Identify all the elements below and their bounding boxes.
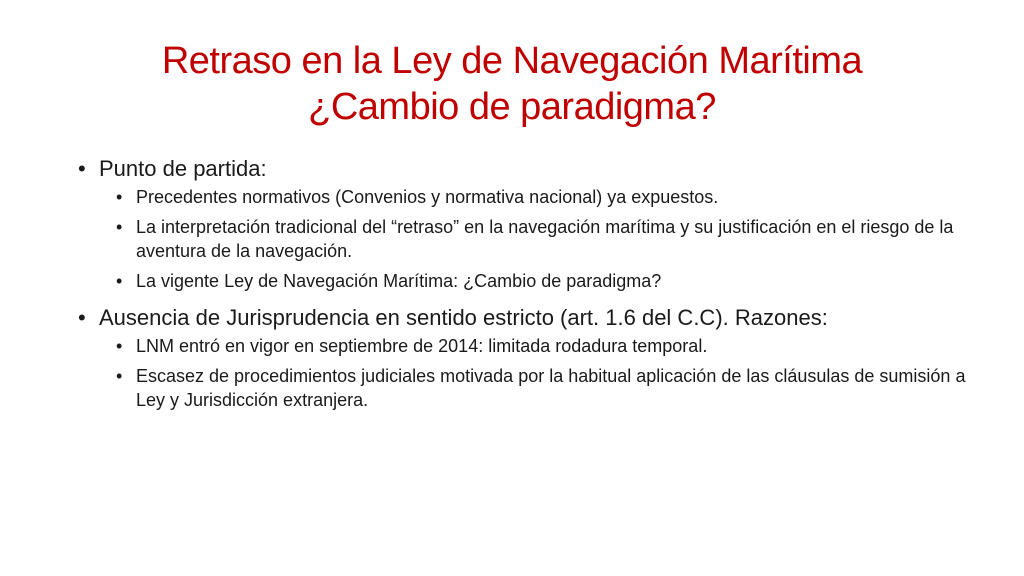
bullet-punto-de-partida: • Punto de partida: bbox=[76, 156, 976, 181]
bullet-list bbox=[76, 156, 976, 412]
bullet-ausencia-jurisprudencia: • Ausencia de Jurisprudencia en sentido estricto (art. 1.6 del C.C). Razones: bbox=[76, 305, 976, 330]
sub-bullet-vigente-ley: • La vigente Ley de Navegación Marítima: ¿Cambio de paradigma? bbox=[114, 269, 976, 293]
sublist-punto-de-partida bbox=[76, 185, 976, 293]
sub-bullet-lnm-vigor: • LNM entró en vigor en septiembre de 2014: limitada rodadura temporal. bbox=[114, 334, 976, 358]
sub-bullet-interpretacion: • La interpretación tradicional del “retraso” en la navegación marítima y su justificación en el riesgo de la aventura de la navegación. bbox=[114, 215, 976, 263]
slide-title bbox=[0, 38, 1024, 130]
sub-bullet-escasez: • Escasez de procedimientos judiciales motivada por la habitual aplicación de las cláusulas de sumisión a Ley y Jurisdicción extranjera. bbox=[114, 364, 976, 412]
sub-bullet-precedentes: • Precedentes normativos (Convenios y normativa nacional) ya expuestos. bbox=[114, 185, 976, 209]
slide-title-line-1: Retraso en la Ley de Navegación Marítima bbox=[161, 40, 863, 82]
slide-title-line-2: ¿Cambio de paradigma? bbox=[308, 86, 716, 128]
sublist-razones bbox=[76, 334, 976, 412]
